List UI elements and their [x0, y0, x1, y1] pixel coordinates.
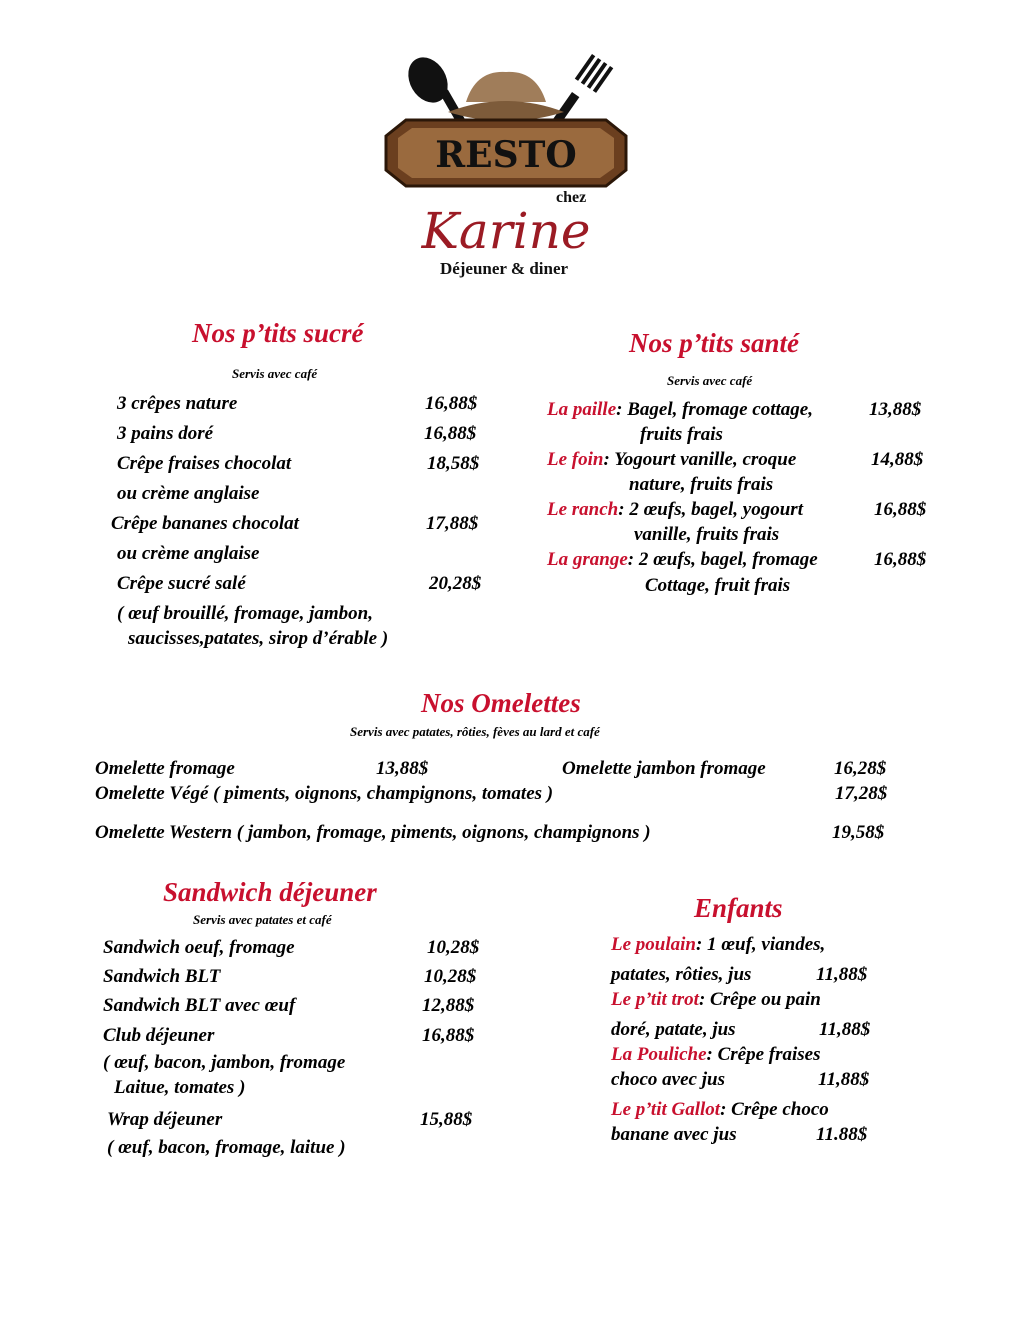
section-subtitle-omelettes: Servis avec patates, rôties, fèves au lard et café	[350, 724, 600, 739]
enfants-item-price: 11,88$	[816, 964, 868, 985]
enfants-item-price: 11.88$	[816, 1124, 868, 1145]
sante-item-price: 16,88$	[874, 499, 927, 520]
menu-item-name: 3 pains doré	[117, 423, 214, 444]
enfants-item-desc: : Crêpe fraises	[706, 1044, 821, 1065]
menu-item-name: ou crème anglaise	[117, 483, 260, 504]
section-title-sandwich: Sandwich déjeuner	[163, 877, 377, 907]
sante-item-label: Le foin	[547, 449, 604, 470]
sante-item-price: 13,88$	[869, 399, 922, 420]
enfants-item	[611, 934, 825, 956]
menu-item-price: 13,88$	[376, 758, 429, 779]
sante-item-label: La grange	[547, 549, 628, 570]
sante-item-desc: : Yogourt vanille, croque	[603, 449, 797, 470]
menu-item-name: ( œuf, bacon, fromage, laitue )	[107, 1137, 346, 1158]
sante-item-label: La paille	[547, 399, 617, 420]
sante-item-desc2: fruits frais	[640, 424, 723, 445]
menu-item-name: Sandwich BLT	[103, 966, 221, 987]
sante-item-desc2: Cottage, fruit frais	[645, 575, 791, 596]
section-title-sante: Nos p’tits santé	[629, 328, 800, 358]
enfants-item-price: 11,88$	[819, 1019, 871, 1040]
sante-item	[547, 499, 803, 521]
logo-resto-text: RESTO	[435, 134, 577, 176]
restaurant-logo	[376, 50, 638, 286]
menu-item-price: 16,28$	[834, 758, 887, 779]
enfants-item-label: Le p’tit Gallot	[611, 1099, 721, 1120]
menu-item-price: 20,28$	[429, 573, 482, 594]
section-title-sucre: Nos p’tits sucré	[192, 318, 364, 348]
sante-item-desc2: vanille, fruits frais	[634, 524, 780, 545]
enfants-item-desc2: patates, rôties, jus	[611, 964, 752, 985]
enfants-item	[611, 1099, 829, 1121]
sante-item-desc: : 2 œufs, bagel, yogourt	[618, 499, 803, 520]
menu-item-name: Omelette Western ( jambon, fromage, piments, oignons, champignons )	[95, 822, 651, 843]
menu-item-price: 17,88$	[426, 513, 479, 534]
sante-item-label: Le ranch	[547, 499, 619, 520]
menu-item-name: Omelette fromage	[95, 758, 235, 779]
menu-item-name: ( œuf, bacon, jambon, fromage	[103, 1052, 346, 1073]
sante-item-price: 14,88$	[871, 449, 924, 470]
enfants-item-desc: : Crêpe ou pain	[698, 989, 821, 1010]
enfants-item	[611, 989, 821, 1011]
menu-item-name: Omelette Végé ( piments, oignons, champignons, tomates )	[95, 783, 554, 804]
menu-item-name: Sandwich oeuf, fromage	[103, 937, 295, 958]
section-subtitle-sante: Servis avec café	[667, 373, 753, 388]
enfants-item-desc: : 1 œuf, viandes,	[695, 934, 826, 955]
sante-item-desc: : 2 œufs, bagel, fromage	[627, 549, 818, 570]
enfants-item-desc2: doré, patate, jus	[611, 1019, 736, 1040]
menu-item-name: Omelette jambon fromage	[562, 758, 766, 779]
menu-item-price: 15,88$	[420, 1109, 473, 1130]
menu-item-price: 19,58$	[832, 822, 885, 843]
logo-chez-text: chez	[556, 189, 587, 206]
section-subtitle-sandwich: Servis avec patates et café	[193, 912, 332, 927]
enfants-item-desc2: banane avec jus	[611, 1124, 737, 1145]
menu-item-price: 16,88$	[424, 423, 477, 444]
enfants-item-label: Le p’tit trot	[611, 989, 699, 1010]
menu-item-name: Crêpe bananes chocolat	[111, 513, 299, 534]
menu-item-name: Laitue, tomates )	[114, 1077, 246, 1098]
sante-item-desc: : Bagel, fromage cottage,	[616, 399, 813, 420]
menu-item-name: Crêpe fraises chocolat	[117, 453, 292, 474]
sante-item-price: 16,88$	[874, 549, 927, 570]
menu-item-price: 18,58$	[427, 453, 480, 474]
logo-name-text: Karine	[421, 202, 591, 260]
menu-item-name: 3 crêpes nature	[117, 393, 238, 414]
menu-item-name: ou crème anglaise	[117, 543, 260, 564]
menu-item-name: Crêpe sucré salé	[117, 573, 246, 594]
section-subtitle-sucre: Servis avec café	[232, 366, 318, 381]
sante-item	[547, 399, 813, 421]
menu-item-name: Club déjeuner	[103, 1025, 215, 1046]
menu-item-price: 12,88$	[422, 995, 475, 1016]
enfants-item-price: 11,88$	[818, 1069, 870, 1090]
menu-item-price: 10,28$	[427, 937, 480, 958]
menu-item-price: 16,88$	[422, 1025, 475, 1046]
menu-item-name: ( œuf brouillé, fromage, jambon,	[117, 603, 373, 624]
menu-item-name: Wrap déjeuner	[107, 1109, 223, 1130]
sante-item-desc2: nature, fruits frais	[629, 474, 774, 495]
enfants-item-label: Le poulain	[611, 934, 696, 955]
menu-item-price: 16,88$	[425, 393, 478, 414]
enfants-item-desc: : Crêpe choco	[720, 1099, 829, 1120]
logo-graphic	[376, 50, 638, 286]
sante-item	[547, 449, 796, 471]
enfants-item-desc2: choco avec jus	[611, 1069, 725, 1090]
section-title-omelettes: Nos Omelettes	[421, 688, 581, 718]
menu-item-price: 10,28$	[424, 966, 477, 987]
logo-tagline: Déjeuner & diner	[439, 259, 569, 278]
menu-item-name: Sandwich BLT avec œuf	[103, 995, 296, 1016]
section-title-enfants: Enfants	[694, 893, 783, 923]
enfants-item-label: La Pouliche	[611, 1044, 707, 1065]
sante-item	[547, 549, 818, 571]
menu-item-price: 17,28$	[835, 783, 888, 804]
enfants-item	[611, 1044, 821, 1066]
menu-item-name: saucisses,patates, sirop d’érable )	[128, 628, 389, 649]
